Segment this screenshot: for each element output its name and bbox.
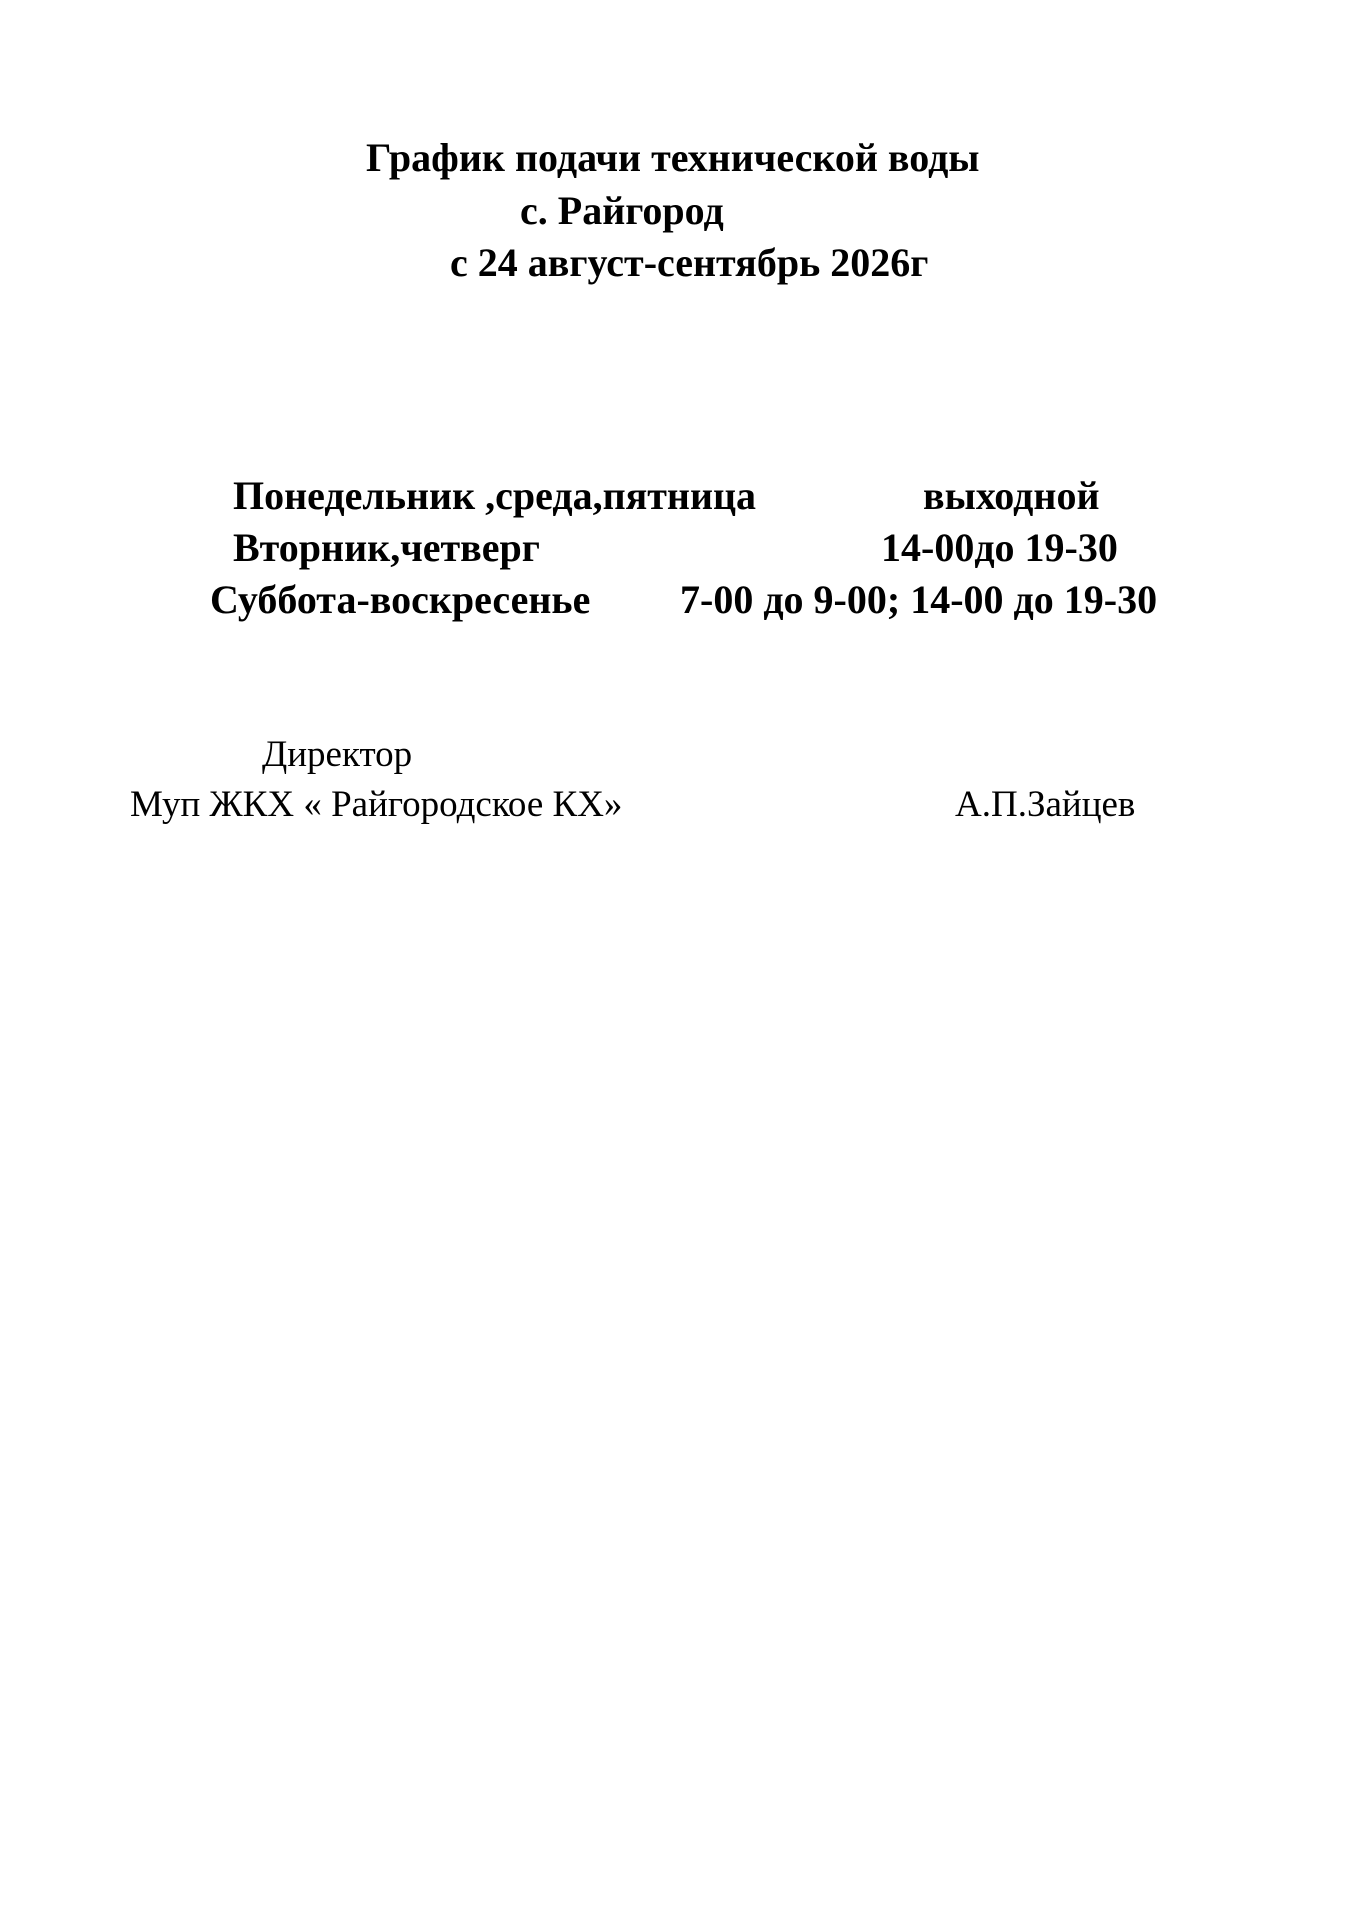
schedule-row-2-hours: 14-00до 19-30 — [881, 525, 1118, 570]
schedule-row-2-days: Вторник,четверг — [233, 525, 540, 570]
title-line-2: с. Райгород — [520, 188, 724, 233]
schedule-row-3-hours: 7-00 до 9-00; 14-00 до 19-30 — [680, 577, 1158, 622]
schedule-row-1-days: Понедельник ,среда,пятница — [233, 473, 757, 518]
signature-organization: Муп ЖКХ « Райгородское КХ» — [130, 784, 623, 825]
signature-name: А.П.Зайцев — [955, 784, 1136, 825]
schedule-row-3-days: Суббота-воскресенье — [210, 577, 591, 622]
title-line-1: График подачи технической воды — [366, 135, 980, 180]
signature-position: Директор — [262, 734, 413, 775]
title-line-3: с 24 август-сентябрь 2026г — [450, 240, 929, 285]
schedule-row-1-hours: выходной — [923, 473, 1100, 518]
